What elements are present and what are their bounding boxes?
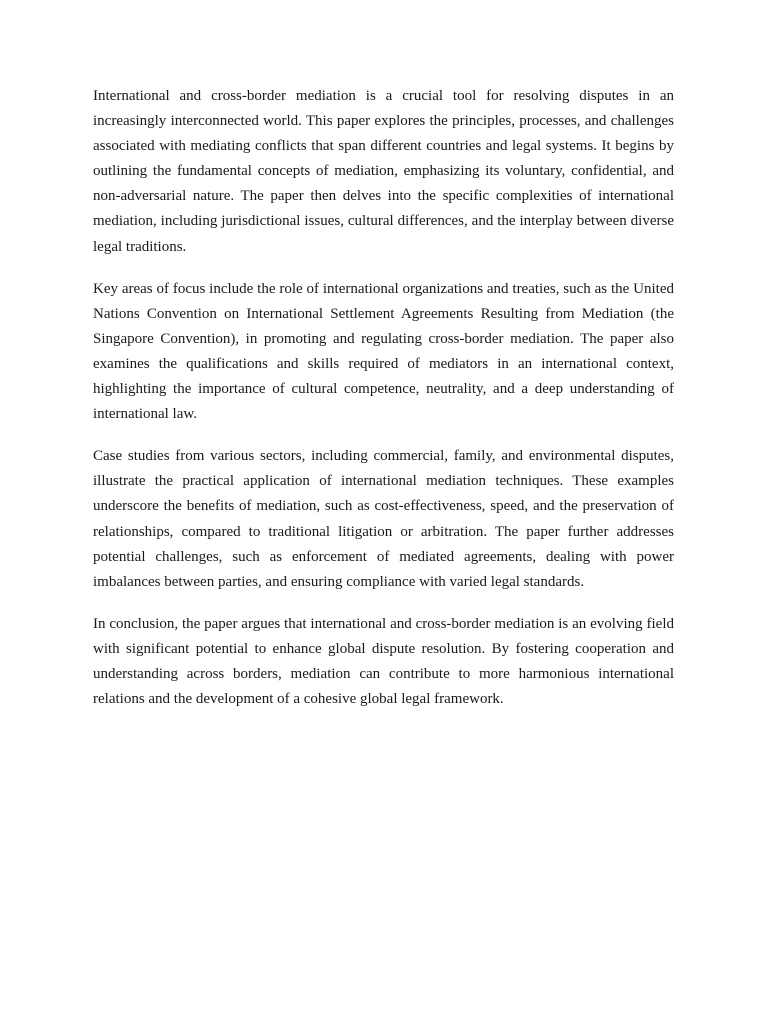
paragraph-conclusion: In conclusion, the paper argues that international and cross-border mediation is an evolving field with significant potential to enhance global dispute resolution. By fostering cooperation and understanding across borders, mediation can contribute to more harmonious international relations and the development of a cohesive global legal framework. (93, 615, 674, 708)
paragraph-key-areas: Key areas of focus include the role of international organizations and treaties, such as the United Nations Convention on International Settlement Agreements Resulting from Mediation (the Singapore Convention), in promoting and regulating cross-border mediation. The paper also examines the qualifications and skills required of mediators in an international context, highlighting the importance of cultural competence, neutrality, and a deep understanding of international law. (93, 280, 674, 423)
paragraph-case-studies: Case studies from various sectors, including commercial, family, and environmental disputes, illustrate the practical application of international mediation techniques. These examples underscore the benefits of mediation, such as cost-effectiveness, speed, and the preservation of relationships, compared to traditional litigation or arbitration. The paper further addresses potential challenges, such as enforcement of mediated agreements, dealing with power imbalances between parties, and ensuring compliance with varied legal standards. (93, 448, 674, 590)
document-body (93, 84, 674, 729)
paragraph-introduction: International and cross-border mediation is a crucial tool for resolving disputes in an increasingly interconnected world. This paper explores the principles, processes, and challenges associated with mediating conflicts that span different countries and legal systems. It begins by outlining the fundamental concepts of mediation, emphasizing its voluntary, confidential, and non-adversarial nature. The paper then delves into the specific complexities of international mediation, including jurisdictional issues, cultural differences, and the interplay between diverse legal traditions. (93, 88, 674, 255)
